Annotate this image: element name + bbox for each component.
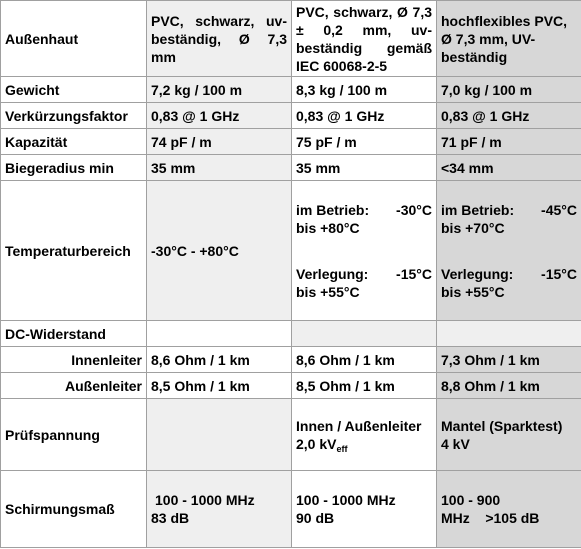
temperatur-value-1: -30°C - +80°C xyxy=(147,181,292,321)
aussenleiter-value-2: 8,5 Ohm / 1 km xyxy=(292,373,437,399)
verlegung-label: Verlegung: xyxy=(296,265,369,282)
row-verkuerzungsfaktor xyxy=(1,103,581,129)
pruefspannung-voltage: 2,0 kV xyxy=(296,435,337,452)
row-kapazitaet xyxy=(1,129,581,155)
betrieb-high: bis +70°C xyxy=(441,219,505,236)
pruefspannung-mantel-line-1: Mantel (Sparktest) xyxy=(441,417,563,434)
schirmung-3-line-2: MHz >105 dB xyxy=(441,510,540,526)
label-aussenhaut: Außenhaut xyxy=(1,1,147,77)
innenleiter-value-3: 7,3 Ohm / 1 km xyxy=(437,347,581,373)
label-dc-widerstand: DC-Widerstand xyxy=(1,321,147,347)
pruefspannung-mantel-line-2: 4 kV xyxy=(441,435,470,452)
schirmung-value-1 xyxy=(147,471,292,548)
row-temperaturbereich xyxy=(1,181,581,321)
schirmung-2-line-1: 100 - 1000 MHz xyxy=(296,492,396,508)
kapazitaet-value-1: 74 pF / m xyxy=(147,129,292,155)
pruefspannung-subscript: eff xyxy=(336,443,348,454)
verlegung-high: bis +55°C xyxy=(296,283,360,300)
schirmung-value-2 xyxy=(292,471,437,548)
dc-widerstand-empty-3 xyxy=(437,321,581,347)
temperatur-value-2 xyxy=(292,181,437,321)
betrieb-label: im Betrieb: xyxy=(441,201,515,218)
kapazitaet-value-3: 71 pF / m xyxy=(437,129,581,155)
verlegung-line xyxy=(296,265,432,283)
biegeradius-value-2: 35 mm xyxy=(292,155,437,181)
verlegung-low: -15°C xyxy=(396,265,432,282)
innenleiter-value-2: 8,6 Ohm / 1 km xyxy=(292,347,437,373)
betrieb-line xyxy=(441,201,577,219)
betrieb-low: -30°C xyxy=(396,201,432,218)
label-innenleiter: Innenleiter xyxy=(1,347,147,373)
schirmung-1-line-2: 83 dB xyxy=(151,510,190,526)
schirmung-2-line-2: 90 dB xyxy=(296,510,335,526)
pruefspannung-line-1: Innen / Außenleiter xyxy=(296,417,422,434)
label-gewicht: Gewicht xyxy=(1,77,147,103)
pruefspannung-value-2 xyxy=(292,399,437,471)
pruefspannung-line-2 xyxy=(296,435,432,453)
verkuerzung-value-2: 0,83 @ 1 GHz xyxy=(292,103,437,129)
gewicht-value-2: 8,3 kg / 100 m xyxy=(292,77,437,103)
row-innenleiter xyxy=(1,347,581,373)
schirmung-3-line-1: 100 - 900 xyxy=(441,492,501,508)
schirmung-value-3 xyxy=(437,471,581,548)
aussenleiter-value-3: 8,8 Ohm / 1 km xyxy=(437,373,581,399)
verlegung-high: bis +55°C xyxy=(441,283,505,300)
innenleiter-value-1: 8,6 Ohm / 1 km xyxy=(147,347,292,373)
row-dc-widerstand xyxy=(1,321,581,347)
verkuerzung-value-3: 0,83 @ 1 GHz xyxy=(437,103,581,129)
betrieb-line xyxy=(296,201,432,219)
pruefspannung-value-3 xyxy=(437,399,581,471)
betrieb-high: bis +80°C xyxy=(296,219,360,236)
aussenhaut-value-1: PVC, schwarz, uv-beständig, Ø 7,3 mm xyxy=(147,1,292,77)
biegeradius-value-1: 35 mm xyxy=(147,155,292,181)
betrieb-label: im Betrieb: xyxy=(296,201,370,218)
row-pruefspannung xyxy=(1,399,581,471)
aussenhaut-value-3: hochflexibles PVC, Ø 7,3 mm, UV-beständig xyxy=(437,1,581,77)
verlegung-label: Verlegung: xyxy=(441,265,514,282)
label-temperaturbereich: Temperaturbereich xyxy=(1,181,147,321)
row-aussenleiter xyxy=(1,373,581,399)
label-schirmungsmass: Schirmungsmaß xyxy=(1,471,147,548)
dc-widerstand-empty-2 xyxy=(292,321,437,347)
gewicht-value-3: 7,0 kg / 100 m xyxy=(437,77,581,103)
verkuerzung-value-1: 0,83 @ 1 GHz xyxy=(147,103,292,129)
label-pruefspannung: Prüfspannung xyxy=(1,399,147,471)
dc-widerstand-empty xyxy=(147,321,292,347)
kapazitaet-value-2: 75 pF / m xyxy=(292,129,437,155)
row-aussenhaut xyxy=(1,1,581,77)
row-biegeradius xyxy=(1,155,581,181)
verlegung-line xyxy=(441,265,577,283)
temperatur-value-3 xyxy=(437,181,581,321)
verlegung-low: -15°C xyxy=(541,265,577,282)
aussenleiter-value-1: 8,5 Ohm / 1 km xyxy=(147,373,292,399)
biegeradius-value-3: <34 mm xyxy=(437,155,581,181)
row-gewicht xyxy=(1,77,581,103)
schirmung-1-line-1: 100 - 1000 MHz xyxy=(155,492,255,508)
gewicht-value-1: 7,2 kg / 100 m xyxy=(147,77,292,103)
label-aussenleiter: Außenleiter xyxy=(1,373,147,399)
aussenhaut-value-2: PVC, schwarz, Ø 7,3 ± 0,2 mm, uv-beständig gemäß IEC 60068-2-5 xyxy=(292,1,437,77)
label-verkuerzungsfaktor: Verkürzungsfaktor xyxy=(1,103,147,129)
pruefspannung-value-1 xyxy=(147,399,292,471)
label-biegeradius: Biegeradius min xyxy=(1,155,147,181)
label-kapazitaet: Kapazität xyxy=(1,129,147,155)
betrieb-low: -45°C xyxy=(541,201,577,218)
row-schirmungsmass xyxy=(1,471,581,548)
